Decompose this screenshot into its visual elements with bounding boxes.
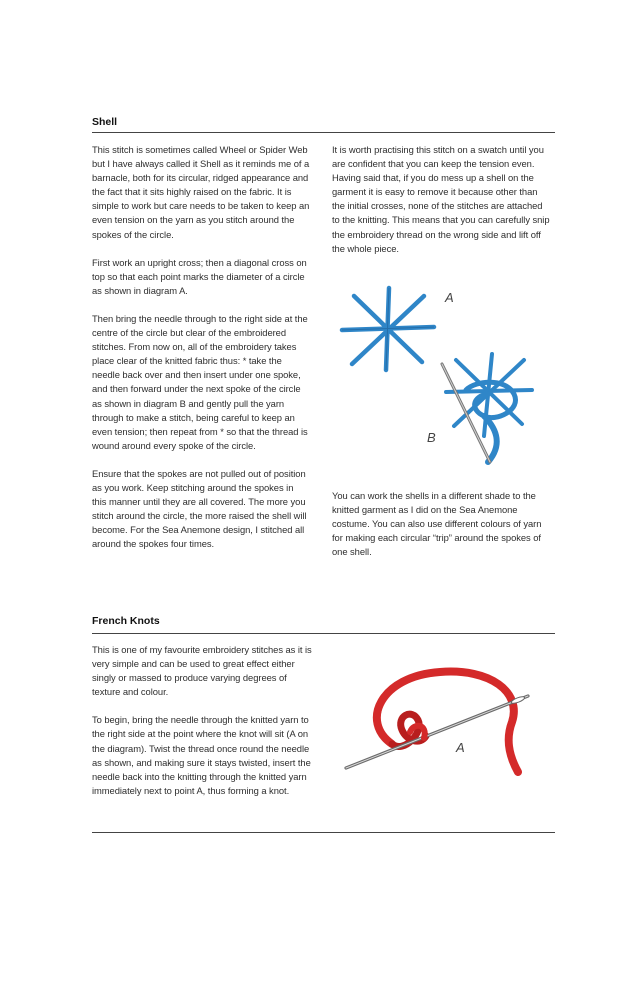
shell-left-column xyxy=(92,143,310,565)
bottom-rule xyxy=(92,832,555,833)
paragraph: First work an upright cross; then a diagonal cross on top so that each point marks the diameter of a circle as shown in diagram A. xyxy=(92,256,307,296)
shell-diagram-a xyxy=(334,282,444,377)
section-heading-french-knots: French Knots xyxy=(92,615,160,627)
paragraph: To begin, bring the needle through the knitted yarn to the right side at the point where the knot will sit (A on the diagram). Twist the thread once round the needle as shown, and making sure it stays twisted, insert the needle back into the knitting through the knitted yarn immediately next to point A, thus forming a knot. xyxy=(92,714,311,796)
paragraph: It is worth practising this stitch on a swatch until you are confident that you can keep the tension even. Having said that, if you do mess up a shell on the garment it is easy to remove it because other than the initial crosses, none of the stitches are attached to the knitting. This means that you can carefully snip the embroidery thread on the wrong side and lift off the whole piece. xyxy=(332,144,550,254)
french-knots-column xyxy=(92,643,314,812)
shell-right-column-bottom xyxy=(332,489,552,573)
diagram-b-label: B xyxy=(427,430,436,445)
paragraph: Then bring the needle through to the right side at the centre of the circle but clear of the embroidered stitches. From now on, all of the embroidery takes place clear of the knitted fabric thus: * take the needle back over and then insert under one spoke, and then forward under the next spoke of the circle as shown in diagram B and gently pull the yarn through to make a stitch, being careful to keep an even tension; then repeat from * so that the thread is wound around every spoke of the circle. xyxy=(92,312,308,451)
french-knot-diagram-label: A xyxy=(456,740,465,755)
section-heading-shell: Shell xyxy=(92,116,118,128)
shell-diagram-b xyxy=(436,350,536,472)
paragraph: This is one of my favourite embroidery stitches as it is very simple and can be used to great effect either singly or massed to produce varying degrees of texture and colour. xyxy=(92,644,312,698)
section-rule xyxy=(92,633,555,634)
paragraph: Ensure that the spokes are not pulled out of position as you work. Keep stitching around the spokes in this manner until they are all covered. The more you stitch around the circle, the more raised the shell will become. For the Sea Anemone design, I stitched all around the spokes four times. xyxy=(92,467,307,550)
paragraph: This stitch is sometimes called Wheel or Spider Web but I have always called it Shell as it reminds me of a barnacle, both for its circular, ridged appearance and the fact that it sits highly raised on the fabric. It is simple to work but care needs to be taken to keep an even tension on the yarn as you stitch around the spokes of the circle. xyxy=(92,144,310,240)
diagram-a-label: A xyxy=(445,290,454,305)
shell-right-column-top xyxy=(332,143,552,270)
paragraph: You can work the shells in a different shade to the knitted garment as I did on the Sea Anemone costume. You can also use different colours of yarn for making each circular “trip” around the spokes of one shell. xyxy=(332,490,542,558)
french-knot-diagram xyxy=(340,662,540,782)
section-rule xyxy=(92,132,555,133)
